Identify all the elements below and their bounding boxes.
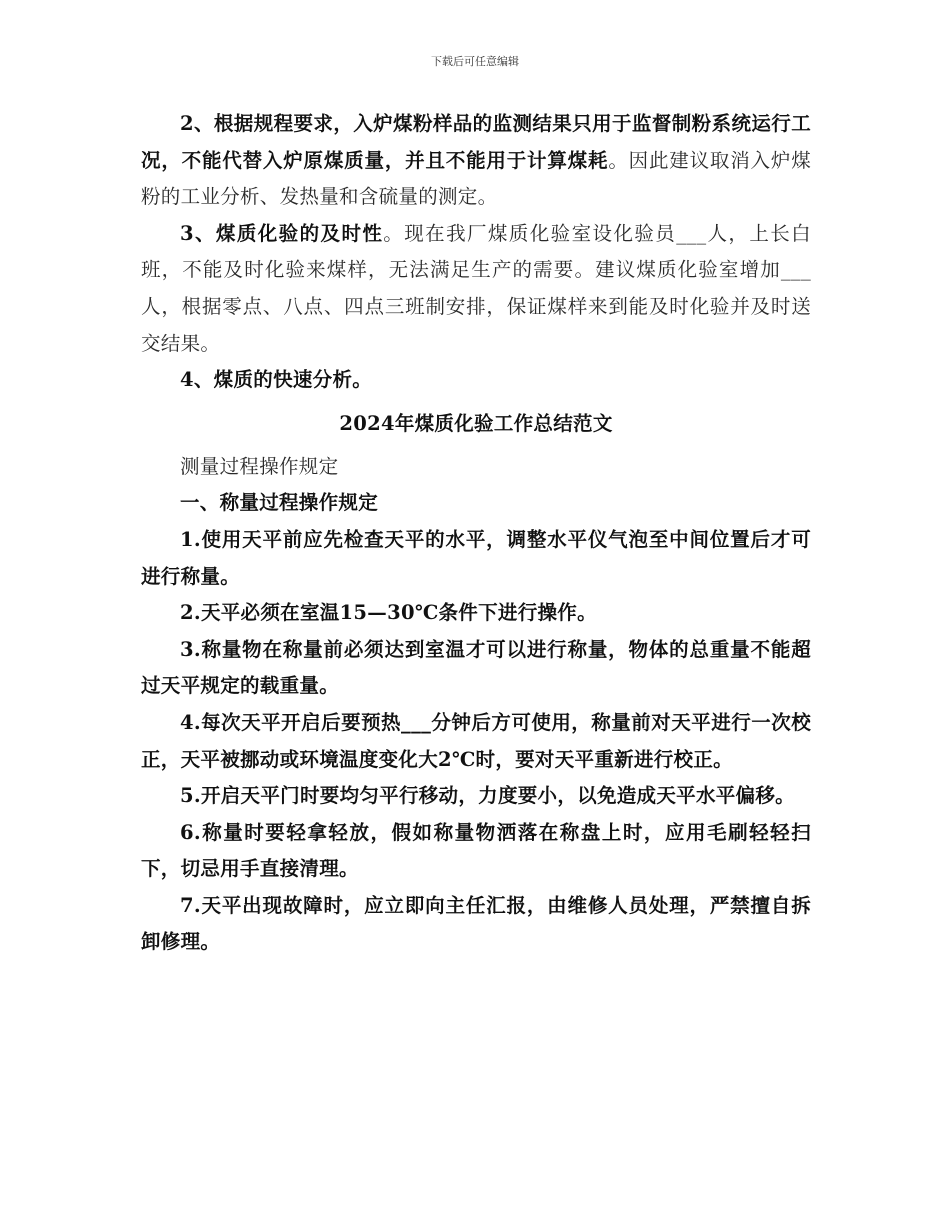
paragraph-3 — [141, 216, 811, 362]
list-item: 6.称量时要轻拿轻放，假如称量物洒落在称盘上时，应用毛刷轻轻扫下，切忌用手直接清理。 — [141, 820, 811, 881]
document-body — [141, 106, 811, 961]
paragraph-2 — [141, 106, 811, 216]
list-item: 1.使用天平前应先检查天平的水平，调整水平仪气泡至中间位置后才可进行称量。 — [141, 527, 811, 588]
list-item: 7.天平出现故障时，应立即向主任汇报，由维修人员处理，严禁擅自拆卸修理。 — [141, 893, 811, 954]
paragraph-4: 4、煤质的快速分析。 — [180, 368, 373, 392]
document-title: 2024年煤质化验工作总结范文 — [339, 411, 613, 435]
list-item: 4.每次天平开启后要预热___分钟后方可使用，称量前对天平进行一次校正，天平被挪动或环境温度变化大2℃时，要对天平重新进行校正。 — [141, 710, 811, 771]
paragraph-3-bold: 3、煤质化验的及时性 — [180, 221, 384, 245]
section-label: 测量过程操作规定 — [180, 454, 339, 478]
paragraph-2-bold: 2、根据规程要求，入炉煤粉样品的监测结果只用于监督制粉系统运行工况，不能代替入炉原煤质量，并且不能用于计算煤耗 — [141, 112, 811, 172]
list-item: 3.称量物在称量前必须达到室温才可以进行称量，物体的总重量不能超过天平规定的载重量。 — [141, 637, 811, 698]
list-item: 5.开启天平门时要均匀平行移动，力度要小，以免造成天平水平偏移。 — [180, 784, 795, 808]
paragraph-2-normal: 。因此建议取消入炉煤粉的工业分析、发热量和含硫量的测定。 — [141, 148, 811, 209]
paragraph-3-normal: 。现在我厂煤质化验室设化验员___人，上长白班，不能及时化验来煤样，无法满足生产的需要。建议煤质化验室增加___人，根据零点、八点、四点三班制安排，保证煤样来到能及时化验并及时送交结果。 — [141, 221, 811, 355]
page-header: 下载后可任意编辑 — [431, 55, 519, 68]
sub-heading: 一、称量过程操作规定 — [180, 491, 379, 515]
list-item: 2.天平必须在室温15—30℃条件下进行操作。 — [180, 601, 597, 625]
